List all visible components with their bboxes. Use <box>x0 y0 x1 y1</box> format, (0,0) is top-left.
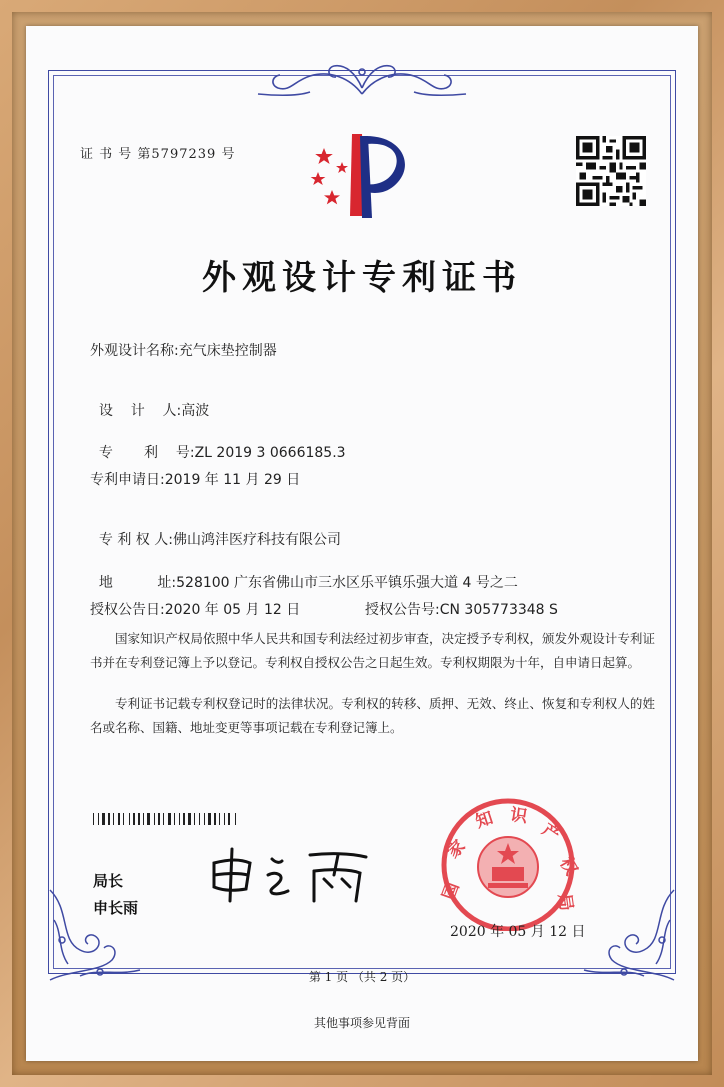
barcode-icon <box>93 813 273 825</box>
grant-number-label: 授权公告号: <box>365 602 440 618</box>
certificate-title: 外观设计专利证书 <box>202 258 522 298</box>
handwritten-signature <box>210 845 370 905</box>
certificate-number-suffix: 号 <box>221 147 236 162</box>
patentee-label: 专 利 权 人: <box>98 532 173 548</box>
svg-text:家: 家 <box>443 836 470 863</box>
svg-text:知: 知 <box>473 808 496 833</box>
certificate-number-label: 证 书 号 第 <box>80 147 152 162</box>
signature-name: 申长雨 <box>93 899 139 917</box>
filing-date-label: 专利申请日: <box>90 472 165 488</box>
patent-number-value: ZL 2019 3 0666185.3 <box>194 445 346 461</box>
seal-date: 2020 年 05 月 12 日 <box>450 924 586 940</box>
patentee-row <box>90 513 341 549</box>
address-label: 地 址: <box>98 575 177 591</box>
grant-date-label: 授权公告日: <box>90 602 165 618</box>
grant-date-row <box>90 599 300 619</box>
filing-date-row <box>90 469 300 489</box>
patent-office-emblem-icon <box>302 128 422 224</box>
grant-number-value: CN 305773348 S <box>439 602 558 618</box>
patent-number-label: 专 利 号: <box>98 445 195 461</box>
qr-code-icon <box>576 136 646 206</box>
address-row <box>90 556 518 592</box>
designer-value: 高波 <box>181 403 210 419</box>
grant-date-value: 2020 年 05 月 12 日 <box>164 602 301 618</box>
grant-number-row <box>365 599 558 619</box>
design-name-label: 外观设计名称: <box>90 343 179 359</box>
designer-label: 设 计 人: <box>98 403 182 419</box>
design-name-value: 充气床垫控制器 <box>178 343 277 359</box>
svg-text:国: 国 <box>438 879 464 903</box>
svg-text:识: 识 <box>508 804 529 828</box>
patent-number-row <box>90 426 346 462</box>
filing-date-value: 2019 年 11 月 29 日 <box>164 472 301 488</box>
svg-text:权: 权 <box>555 854 582 879</box>
footer-note: 其他事项参见背面 <box>313 1016 410 1030</box>
patentee-value: 佛山鸿沣医疗科技有限公司 <box>172 532 341 548</box>
svg-text:产: 产 <box>538 819 564 846</box>
svg-text:局: 局 <box>553 892 577 913</box>
body-paragraph-1: 国家知识产权局依照中华人民共和国专利法经过初步审查，决定授予专利权，颁发外观设计专利证书并在专利登记簿上予以登记。专利权自授权公告之日起生效。专利权期限为十年，自申请日起算。 <box>90 631 655 670</box>
page-number: 第 1 页 （共 2 页） <box>308 970 416 984</box>
body-paragraph-2: 专利证书记载专利权登记时的法律状况。专利权的转移、质押、无效、终止、恢复和专利权人的姓名或名称、国籍、地址变更等事项记载在专利登记簿上。 <box>90 696 655 735</box>
design-name-row <box>90 340 277 360</box>
certificate-number <box>80 143 235 162</box>
signature-title: 局长 <box>93 872 124 890</box>
certificate-number-value: 5797239 <box>151 147 217 162</box>
official-seal <box>430 795 586 931</box>
designer-row <box>90 384 209 420</box>
address-value: 528100 广东省佛山市三水区乐平镇乐强大道 4 号之二 <box>176 575 518 591</box>
top-ornament <box>250 58 474 100</box>
